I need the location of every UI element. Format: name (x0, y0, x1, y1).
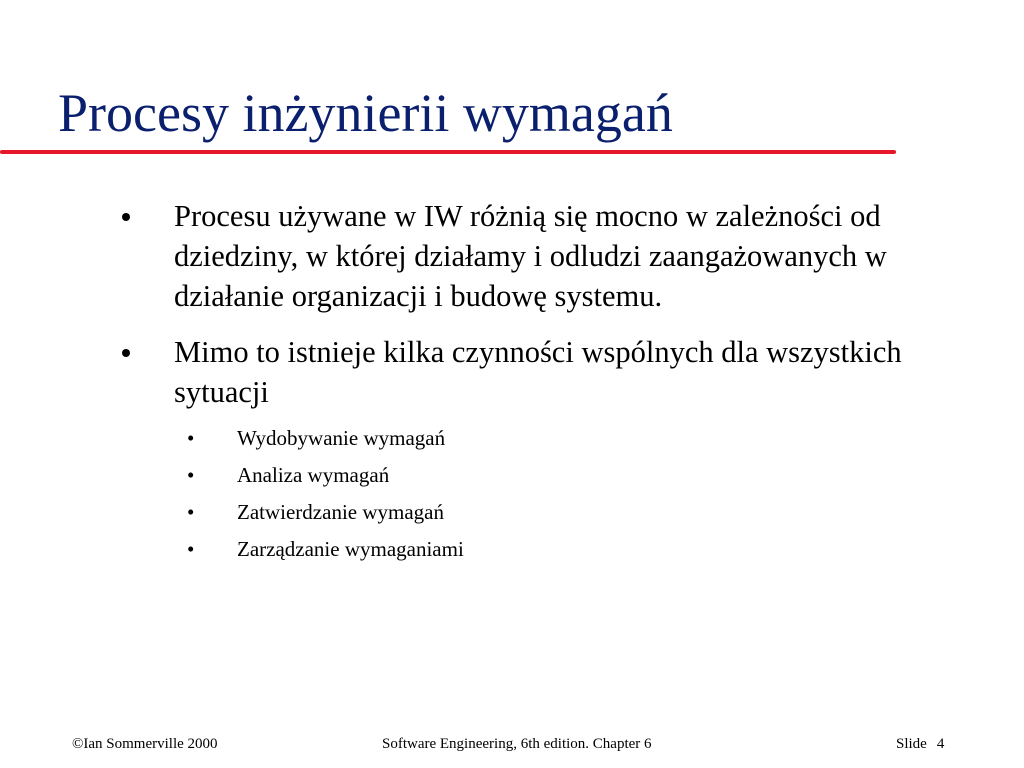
subbullet-text: Zatwierdzanie wymagań (237, 500, 444, 524)
bullet-text: Mimo to istnieje kilka czynności wspólnych dla wszystkich sytuacji (174, 335, 902, 409)
subbullet-item (187, 531, 1024, 568)
bullet-dot-icon (122, 349, 130, 357)
small-bullet-icon: • (187, 463, 195, 487)
slide-title: Procesy inżynierii wymagań (58, 83, 673, 143)
subbullet-text: Zarządzanie wymaganiami (237, 537, 464, 561)
bullet-text: Procesu używane w IW różnią się mocno w zależności od dziedziny, w której działamy i odludzi zaangażowanych w działanie organizacji i budowę systemu. (174, 199, 887, 313)
slide-content (0, 196, 1024, 568)
small-bullet-icon: • (187, 537, 195, 561)
subbullet-text: Analiza wymagań (237, 463, 390, 487)
bullet-dot-icon (122, 213, 130, 221)
small-bullet-icon: • (187, 500, 195, 524)
footer-book-title: Software Engineering, 6th edition. Chapter 6 (382, 736, 652, 752)
subbullet-item (187, 420, 1024, 457)
footer-slide-number (896, 734, 944, 754)
slide-number: 4 (936, 736, 945, 752)
subbullet-item (187, 494, 1024, 531)
subbullet-item (187, 457, 1024, 494)
subbullet-list (0, 420, 1024, 568)
footer-copyright: ©Ian Sommerville 2000 (72, 736, 218, 752)
title-underline (0, 150, 896, 154)
subbullet-text: Wydobywanie wymagań (237, 426, 446, 450)
small-bullet-icon: • (187, 426, 195, 450)
bullet-item (174, 196, 974, 316)
slide-label: Slide (896, 736, 927, 752)
bullet-item (174, 332, 974, 412)
